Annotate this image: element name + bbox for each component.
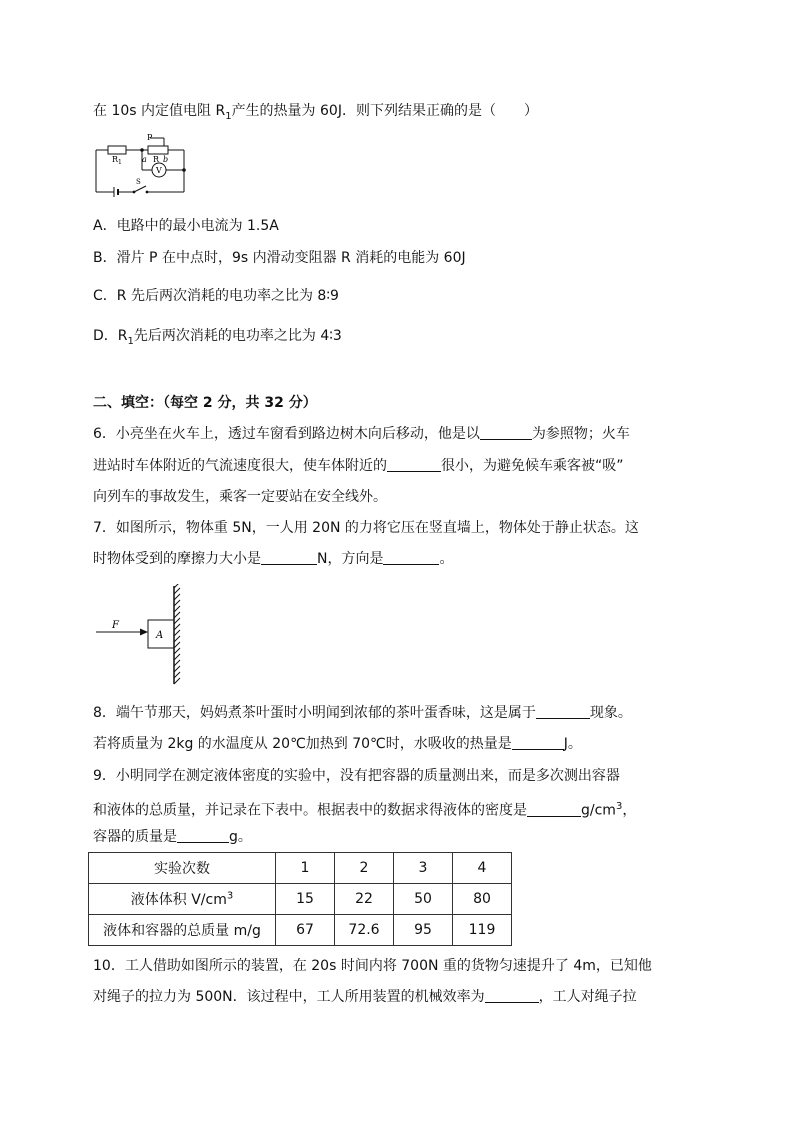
table-row <box>89 853 512 884</box>
circuit-label-s: S <box>136 178 141 186</box>
block-label: A <box>156 630 164 641</box>
force-label: F <box>112 620 119 631</box>
q6-blank-2[interactable] <box>387 457 441 472</box>
circuit-label-b: b <box>163 155 169 164</box>
table-cell: 119 <box>453 915 512 946</box>
data-table <box>88 852 512 946</box>
table-cell: 2 <box>335 853 394 884</box>
table-row <box>89 915 512 946</box>
q9-blank-2[interactable] <box>177 828 229 843</box>
table-cell: 22 <box>335 884 394 915</box>
q10-line2: 对绳子的拉力为 500N．该过程中，工人所用装置的机械效率为 ，工人对绳子拉 <box>93 989 637 1005</box>
q8-blank-2[interactable] <box>512 735 564 750</box>
q10-blank-1[interactable] <box>485 988 539 1003</box>
table-cell: 3 <box>394 853 453 884</box>
circuit-label-p: P <box>147 133 153 142</box>
option-c: C．R 先后两次消耗的电功率之比为 8∶9 <box>93 288 339 304</box>
table-cell: 15 <box>276 884 335 915</box>
circuit-label-v: V <box>156 166 162 175</box>
circuit-label-r: R <box>153 155 160 164</box>
q7-line2: 时物体受到的摩擦力大小是 N，方向是 。 <box>93 551 454 567</box>
q8-line2: 若将质量为 2kg 的水温度从 20℃加热到 70℃时，水吸收的热量是 J。 <box>93 736 582 752</box>
table-cell: 4 <box>453 853 512 884</box>
q9-line2: 和液体的总质量，并记录在下表中。根据表中的数据求得液体的密度是 $g/cm^3$， <box>93 801 637 819</box>
option-b: B．滑片 P 在中点时，9s 内滑动变阻器 R 消耗的电能为 60J <box>93 250 466 266</box>
q9-line1: 9．小明同学在测定液体密度的实验中，没有把容器的质量测出来，而是多次测出容器 <box>93 768 620 784</box>
q10-line1: 10．工人借助如图所示的装置，在 20s 时间内将 700N 重的货物匀速提升了 4m，已知他 <box>93 958 652 974</box>
option-a: A．电路中的最小电流为 1.5A <box>93 218 279 234</box>
q6-line1: 6．小亮坐在火车上，透过车窗看到路边树木向后移动，他是以 为参照物；火车 <box>93 426 630 442</box>
q6-blank-1[interactable] <box>480 425 532 440</box>
table-row <box>89 884 512 915</box>
section-title: 二、填空：（每空 2 分，共 32 分） <box>93 395 317 411</box>
circuit-label-a: a <box>142 155 147 164</box>
q5-intro: 在 10s 内定值电阻 $R_1$产生的热量为 60J．则下列结果正确的是（ ） <box>93 103 538 122</box>
q7-line1: 7．如图所示，物体重 5N，一人用 20N 的力将它压在竖直墙上，物体处于静止状态。这 <box>93 520 639 536</box>
table-cell: 95 <box>394 915 453 946</box>
wall-block-figure <box>92 584 192 688</box>
q8-line1: 8．端午节那天，妈妈煮茶叶蛋时小明闻到浓郁的茶叶蛋香味，这是属于 现象。 <box>93 705 632 721</box>
q8-blank-1[interactable] <box>536 704 590 719</box>
q7-blank-1[interactable] <box>261 550 317 565</box>
table-cell: 液体体积 $V/cm^3$ <box>89 884 276 915</box>
table-cell: 80 <box>453 884 512 915</box>
table-cell: 72.6 <box>335 915 394 946</box>
option-d: D．$R_1$先后两次消耗的电功率之比为 4∶3 <box>93 328 342 347</box>
q9-line3: 容器的质量是 g。 <box>93 829 252 845</box>
q9-blank-1[interactable] <box>527 802 581 817</box>
table-cell: 1 <box>276 853 335 884</box>
q6-line3: 向列车的事故发生，乘客一定要站在安全线外。 <box>93 489 387 505</box>
table-cell: 液体和容器的总质量 m/g <box>89 915 276 946</box>
table-cell: 67 <box>276 915 335 946</box>
q6-line2: 进站时车体附近的气流速度很大，使车体附近的 很小，为避免候车乘客被“吸” <box>93 458 624 474</box>
circuit-label-r1: $R_1$ <box>112 155 122 166</box>
table-cell: 50 <box>394 884 453 915</box>
table-cell: 实验次数 <box>89 853 276 884</box>
circuit-diagram <box>90 132 200 202</box>
q7-blank-2[interactable] <box>383 550 439 565</box>
